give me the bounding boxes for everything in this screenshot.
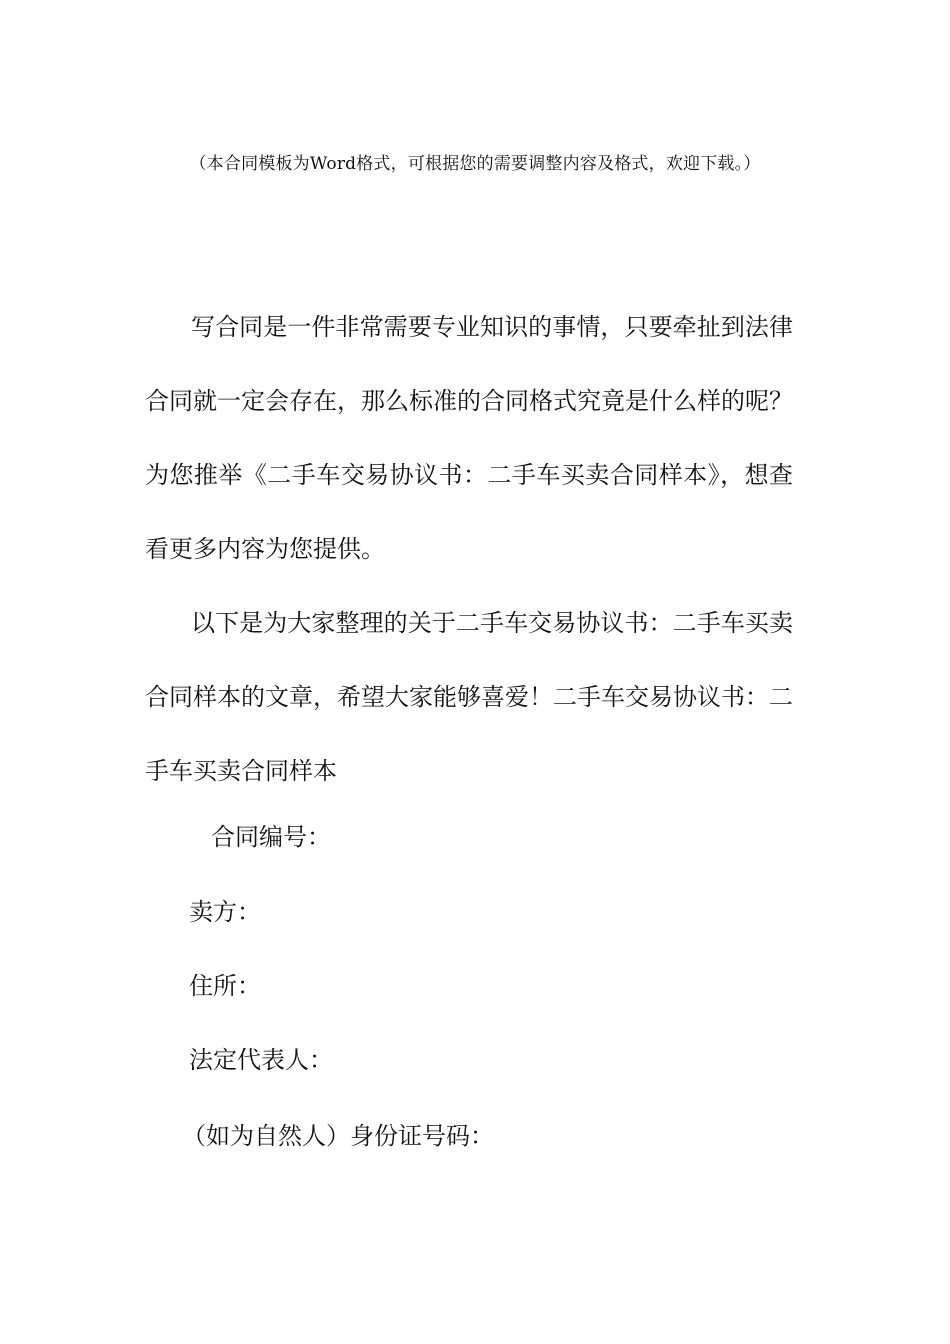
template-note: （本合同模板为Word格式，可根据您的需要调整内容及格式，欢迎下载。） <box>189 154 761 174</box>
seller-label: 卖方： <box>189 898 261 926</box>
address-label: 住所： <box>189 972 261 1000</box>
intro-paragraph: 写合同是一件非常需要专业知识的事情，只要牵扯到法律合同就一定会存在，那么标准的合同格式究竟是什么样的呢？为您推举《二手车交易协议书：二手车买卖合同样本》，想查看更多内容为您提供。 <box>145 313 793 563</box>
article-intro-paragraph: 以下是为大家整理的关于二手车交易协议书：二手车买卖合同样本的文章，希望大家能够喜爱！二手车交易协议书：二手车买卖合同样本 <box>145 609 793 785</box>
contract-number-label: 合同编号： <box>211 823 331 851</box>
document-body <box>145 290 793 808</box>
legal-representative-label: 法定代表人： <box>189 1046 333 1074</box>
id-number-label: （如为自然人）身份证号码： <box>182 1122 494 1150</box>
